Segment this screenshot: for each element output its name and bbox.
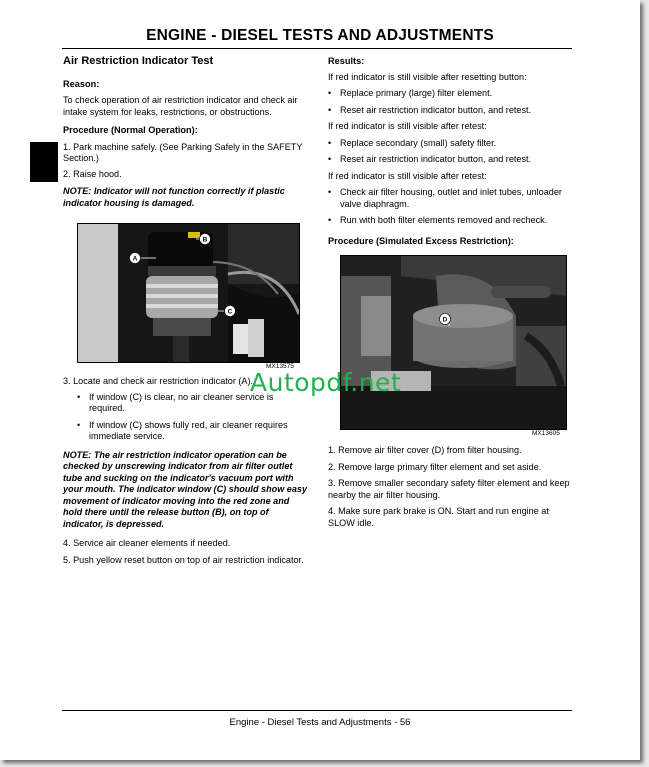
section-heading: Air Restriction Indicator Test [63, 55, 214, 67]
result-1-bullet-1: • Replace primary (large) filter element. [328, 88, 493, 98]
reason-text: To check operation of air restriction indicator and check air intake system for leaks, restrictions, or obstructions. [63, 95, 298, 117]
procedure-label: Procedure (Normal Operation): [63, 125, 198, 135]
right-column-lower [328, 445, 573, 529]
step-3-bullet-1: • If window (C) is clear, no air cleaner service is required. [77, 391, 274, 413]
callout-b-label: B [202, 236, 208, 244]
figure-1-caption: MX13575 [266, 363, 294, 370]
simulated-step-4: 4. Make sure park brake is ON. Start and run engine at SLOW idle. [328, 506, 549, 528]
page-title: ENGINE - DIESEL TESTS AND ADJUSTMENTS [146, 27, 494, 44]
page-footer: Engine - Diesel Tests and Adjustments - 56 [229, 717, 411, 728]
header-rule [62, 48, 572, 49]
left-column [63, 56, 308, 209]
results-label: Results: [328, 56, 365, 66]
air-filter-photo [340, 255, 567, 430]
footer-rule [62, 710, 572, 711]
result-2: If red indicator is still visible after retest: [328, 121, 487, 131]
simulated-step-2: 2. Remove large primary filter element and set aside. [328, 461, 542, 472]
callout-a-label: A [132, 255, 138, 263]
reason-label: Reason: [63, 78, 100, 89]
figure-2-caption: MX13605 [532, 430, 560, 437]
step-1: 1. Park machine safely. (See Parking Safely in the SAFETY Section.) [63, 141, 303, 163]
step-3: 3. Locate and check air restriction indicator (A). [63, 376, 254, 386]
callout-d-label: D [442, 316, 448, 324]
step-2: 2. Raise hood. [63, 168, 122, 179]
callout-c-label: C [227, 308, 233, 316]
left-column-lower [63, 376, 308, 566]
result-1-bullet-2: • Reset air restriction indicator button, and retest. [328, 104, 532, 115]
result-3: If red indicator is still visible after retest: [328, 170, 487, 181]
simulated-step-1: 1. Remove air filter cover (D) from filter housing. [328, 445, 522, 455]
note-vacuum-check: NOTE: The air restriction indicator operation can be checked by unscrewing indicator from air filter outlet tube and sucking on the indicator's vacuum port with your mouth. The indicator window (C) should show easy movement of indicator moving into the red zone and hold there until the release button (B), on top of indicator, is depressed. [63, 449, 308, 529]
note-plastic-housing: NOTE: Indicator will not function correctly if plastic indicator housing is damaged. [63, 186, 285, 208]
step-5: 5. Push yellow reset button on top of air restriction indicator. [63, 554, 304, 565]
section-tab-marker [30, 142, 58, 182]
right-column [328, 56, 573, 247]
result-2-bullet-2: • Reset air restriction indicator button, and retest. [328, 154, 532, 164]
simulated-step-3: 3. Remove smaller secondary safety filter element and keep nearby the air filter housing. [328, 478, 570, 500]
step-4: 4. Service air cleaner elements if needed. [63, 538, 231, 548]
watermark-text: Autopdf.net [250, 368, 402, 397]
indicator-photo [77, 223, 300, 363]
step-3-bullet-2: • If window (C) shows fully red, air cleaner requires immediate service. [77, 419, 288, 441]
result-3-bullet-2: • Run with both filter elements removed and recheck. [328, 215, 548, 225]
result-2-bullet-1: • Replace secondary (small) safety filter. [328, 137, 497, 148]
result-3-bullet-1: • Check air filter housing, outlet and inlet tubes, unloader valve diaphragm. [328, 187, 562, 209]
procedure-simulated-label: Procedure (Simulated Excess Restriction): [328, 235, 514, 246]
result-1: If red indicator is still visible after resetting button: [328, 71, 527, 82]
